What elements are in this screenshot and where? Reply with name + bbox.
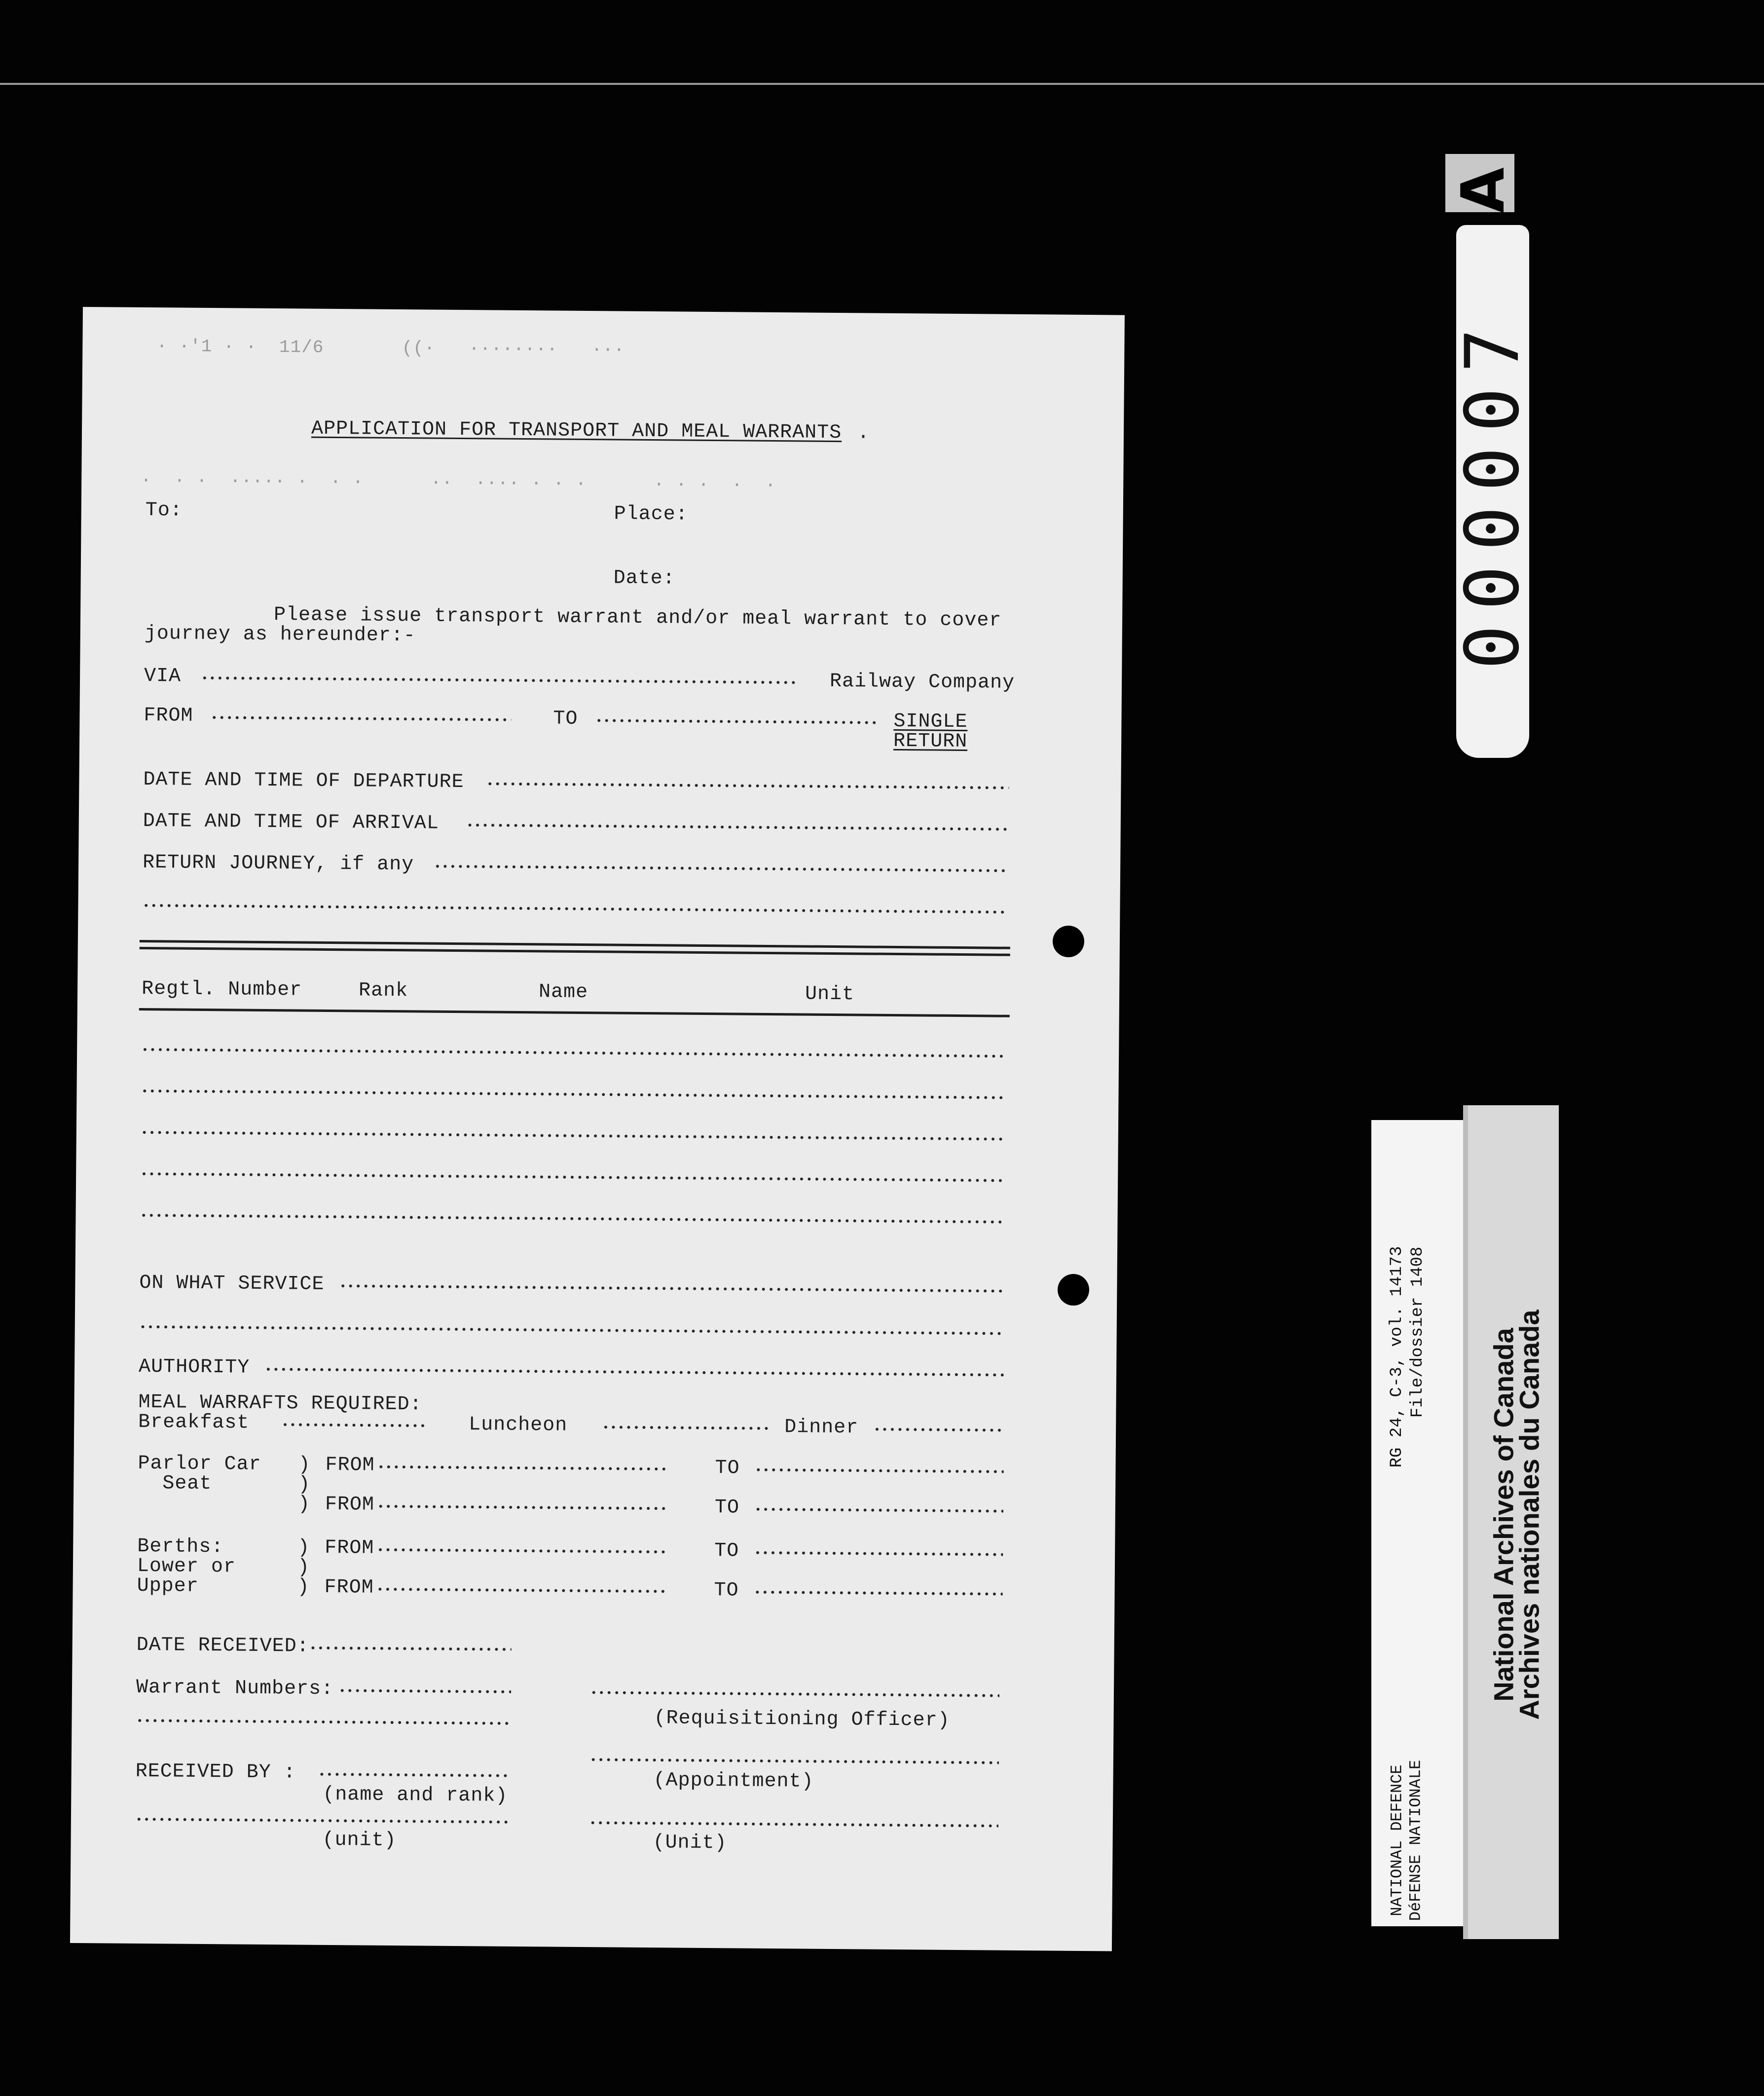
appointment-caption: (Appointment) bbox=[653, 1769, 814, 1793]
requisitioning-officer-caption: (Requisitioning Officer) bbox=[654, 1707, 950, 1732]
berths-to-field-1[interactable] bbox=[754, 1551, 1003, 1557]
luncheon-label: Luncheon bbox=[469, 1414, 568, 1437]
warrant-numbers-field-2[interactable] bbox=[136, 1719, 511, 1725]
dept-line1: NATIONAL DEFENCE bbox=[1388, 1764, 1406, 1916]
archives-en: National Archives of Canada bbox=[1488, 1328, 1519, 1702]
service-field-2[interactable] bbox=[139, 1325, 1005, 1336]
from-label: FROM bbox=[144, 704, 193, 727]
arrival-label: DATE AND TIME OF ARRIVAL bbox=[143, 810, 440, 835]
parlor-seat-label: Seat bbox=[162, 1472, 212, 1496]
berths-from-field-1[interactable] bbox=[376, 1548, 667, 1554]
lower-or-label: Lower or bbox=[137, 1555, 236, 1578]
warrant-numbers-field[interactable] bbox=[338, 1688, 511, 1694]
berths-label: Berths: bbox=[137, 1535, 224, 1559]
bleed-through: · · · ····· · · · ·· ···· · · · · · · · · bbox=[141, 470, 776, 496]
to-field[interactable] bbox=[595, 718, 879, 725]
return-journey-field[interactable] bbox=[434, 864, 1008, 873]
bracket: ) bbox=[298, 1454, 311, 1476]
punch-hole-top bbox=[1053, 926, 1084, 957]
personnel-row-1[interactable] bbox=[141, 1048, 1007, 1058]
berths-to-label-2: TO bbox=[714, 1579, 739, 1602]
berths-from-field-2[interactable] bbox=[376, 1587, 667, 1594]
archive-ref-line2: File/dossier 1408 bbox=[1408, 1246, 1427, 1418]
berths-from-label-2: FROM bbox=[324, 1576, 374, 1599]
received-unit-field[interactable] bbox=[135, 1817, 510, 1824]
date-label: Date: bbox=[613, 567, 675, 590]
date-received-label: DATE RECEIVED: bbox=[136, 1634, 309, 1658]
received-by-field[interactable] bbox=[318, 1772, 511, 1778]
from-field[interactable] bbox=[210, 715, 511, 722]
header-rule bbox=[139, 1008, 1010, 1017]
received-by-label: RECEIVED BY : bbox=[135, 1760, 296, 1784]
upper-label: Upper bbox=[137, 1574, 199, 1598]
to-caps-label: TO bbox=[553, 708, 578, 730]
berths-to-label-1: TO bbox=[714, 1540, 739, 1563]
punch-hole-bottom bbox=[1058, 1274, 1089, 1306]
appointment-field[interactable] bbox=[589, 1758, 999, 1765]
arrival-field[interactable] bbox=[466, 823, 1009, 831]
parlor-to-field-2[interactable] bbox=[754, 1507, 1003, 1513]
via-field[interactable] bbox=[201, 676, 795, 684]
column-regtl-number: Regtl. Number bbox=[141, 977, 302, 1002]
breakfast-field[interactable] bbox=[281, 1422, 424, 1427]
departure-field[interactable] bbox=[486, 782, 1009, 789]
return-journey-label: RETURN JOURNEY, if any bbox=[142, 851, 414, 876]
railway-company-label: Railway Company bbox=[829, 670, 1015, 694]
via-label: VIA bbox=[144, 665, 182, 688]
parlor-from-field-1[interactable] bbox=[377, 1465, 668, 1471]
dept-line2: DéFENSE NATIONALE bbox=[1406, 1759, 1425, 1921]
frame-number: 000007 bbox=[1450, 313, 1536, 670]
berths-from-label-1: FROM bbox=[325, 1536, 374, 1560]
luncheon-field[interactable] bbox=[602, 1425, 770, 1430]
name-and-rank-caption: (name and rank) bbox=[323, 1783, 508, 1807]
archives-fr: Archives nationales du Canada bbox=[1513, 1310, 1545, 1720]
bracket: ) bbox=[297, 1536, 310, 1559]
service-label: ON WHAT SERVICE bbox=[139, 1272, 325, 1296]
scan-border-line bbox=[0, 83, 1764, 85]
breakfast-label: Breakfast bbox=[138, 1411, 250, 1434]
parlor-to-field-1[interactable] bbox=[755, 1468, 1004, 1474]
bracket: ) bbox=[297, 1556, 310, 1579]
bracket: ) bbox=[297, 1576, 310, 1599]
parlor-from-label-1: FROM bbox=[325, 1454, 375, 1477]
return-journey-field-2[interactable] bbox=[142, 903, 1008, 914]
dinner-field[interactable] bbox=[873, 1427, 1004, 1432]
officer-unit-field[interactable] bbox=[589, 1821, 998, 1828]
to-label: To: bbox=[145, 499, 183, 522]
application-form bbox=[70, 307, 1125, 1951]
request-text-line1: Please issue transport warrant and/or meal warrant to cover bbox=[273, 604, 1002, 632]
column-unit: Unit bbox=[805, 983, 855, 1006]
unit-caption-officer: (Unit) bbox=[653, 1832, 727, 1855]
parlor-car-label: Parlor Car bbox=[138, 1452, 261, 1476]
personnel-row-2[interactable] bbox=[141, 1089, 1006, 1100]
departure-label: DATE AND TIME OF DEPARTURE bbox=[143, 768, 464, 794]
form-title: APPLICATION FOR TRANSPORT AND MEAL WARRANTS bbox=[311, 417, 842, 445]
berths-to-field-2[interactable] bbox=[754, 1590, 1003, 1596]
meal-warrants-label: MEAL WARRAFTS REQUIRED: bbox=[138, 1391, 422, 1416]
parlor-from-label-2: FROM bbox=[325, 1493, 375, 1516]
header-smudge: · ·'1 · · 11/6 ((· ········ ··· bbox=[156, 336, 625, 360]
authority-field[interactable] bbox=[264, 1367, 1004, 1377]
bracket: ) bbox=[298, 1473, 311, 1496]
parlor-from-field-2[interactable] bbox=[377, 1504, 668, 1511]
column-rank: Rank bbox=[358, 979, 408, 1003]
warrant-numbers-label: Warrant Numbers: bbox=[136, 1676, 334, 1701]
column-name: Name bbox=[538, 981, 588, 1004]
single-option[interactable]: SINGLE bbox=[893, 710, 968, 734]
series-letter: A bbox=[1449, 167, 1518, 213]
request-text-line2: journey as hereunder:- bbox=[144, 623, 416, 647]
requisitioning-officer-field[interactable] bbox=[590, 1690, 999, 1698]
return-option[interactable]: RETURN bbox=[893, 730, 968, 753]
personnel-row-4[interactable] bbox=[140, 1172, 1006, 1183]
unit-caption-small: (unit) bbox=[322, 1829, 397, 1852]
double-rule-bottom bbox=[140, 947, 1010, 956]
dinner-label: Dinner bbox=[784, 1416, 859, 1439]
personnel-row-5[interactable] bbox=[140, 1213, 1006, 1224]
parlor-to-label-2: TO bbox=[714, 1497, 740, 1519]
personnel-row-3[interactable] bbox=[141, 1130, 1006, 1141]
date-received-field[interactable] bbox=[309, 1646, 512, 1651]
service-field[interactable] bbox=[339, 1284, 1005, 1293]
archive-ref-line1: RG 24, C-3, vol. 14173 bbox=[1388, 1246, 1406, 1468]
authority-label: AUTHORITY bbox=[138, 1355, 250, 1379]
place-label: Place: bbox=[614, 503, 688, 526]
title-period: . bbox=[857, 422, 870, 445]
bracket: ) bbox=[297, 1493, 311, 1516]
parlor-to-label-1: TO bbox=[715, 1457, 740, 1480]
